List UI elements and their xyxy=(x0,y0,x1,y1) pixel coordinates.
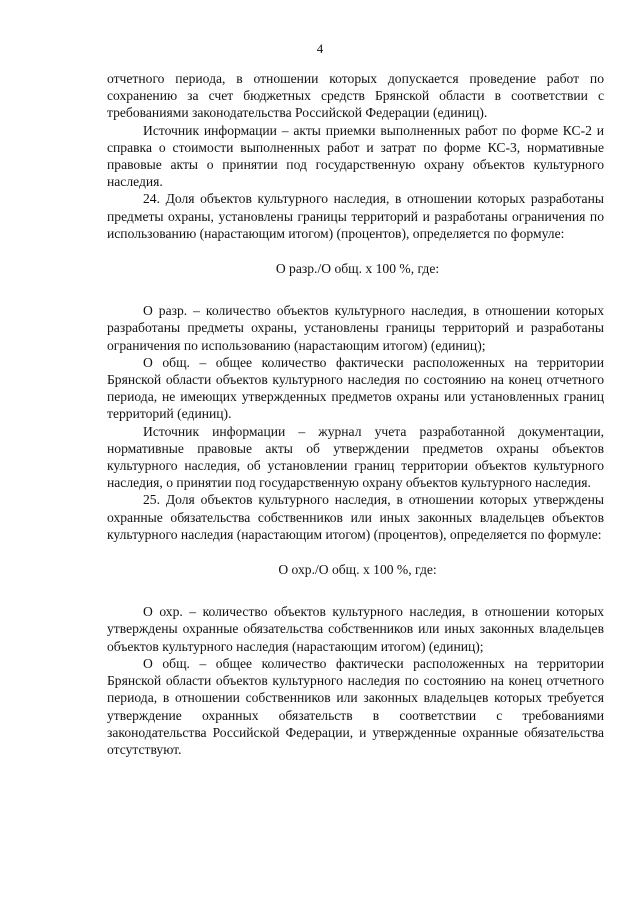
paragraph-item-24: 24. Доля объектов культурного наследия, в отношении которых разработаны предметы охраны, установлены границы территорий и разработаны ограничения по использованию (нарастающим итогом) (процентов), определяется по формуле: xyxy=(107,191,604,241)
paragraph-o-obshch-definition-24: О общ. – общее количество фактически расположенных на территории Брянской области объектов культурного наследия по состоянию на конец отчетного периода, не имеющих утвержденных предметов охраны или установленных границ территорий (единиц). xyxy=(107,354,604,422)
formula-item-24: О разр./О общ. x 100 %, где: xyxy=(275,261,440,277)
document-body xyxy=(107,70,604,758)
paragraph-item-25: 25. Доля объектов культурного наследия, в отношении которых утверждены охранные обязательства собственников или иных законных владельцев объектов культурного наследия (нарастающим итогом) (процентов), определяется по формуле: xyxy=(107,492,604,542)
formula-item-25: О охр./О общ. x 100 %, где: xyxy=(278,562,437,578)
paragraph-reporting-period: отчетного периода, в отношении которых допускается проведение работ по сохранению за счет бюджетных средств Брянской области в соответствии с требованиями законодательства Российской Федерации (единиц). xyxy=(107,71,604,121)
paragraph-source-info-ks: Источник информации – акты приемки выполненных работ по форме КС-2 и справка о стоимости выполненных работ и затрат по форме КС-3, нормативные правовые акты о принятии под государственную охрану объектов культурного наследия. xyxy=(107,122,604,190)
paragraph-o-obshch-definition-25: О общ. – общее количество фактически расположенных на территории Брянской области объектов культурного наследия по состоянию на конец отчетного периода, в отношении собственников или законных владельцев которых требуется утверждение охранных обязательств в соответствии с требованиями законодательства Российской Федерации, и утвержденные охранные обязательства отсутствуют. xyxy=(107,655,604,757)
paragraph-o-okhr-definition: О охр. – количество объектов культурного наследия, в отношении которых утверждены охранные обязательства собственников или иных законных владельцев объектов культурного наследия (нарастающим итогом) (единиц); xyxy=(107,604,604,654)
paragraph-source-info-journal: Источник информации – журнал учета разработанной документации, нормативные правовые акты об утверждении предметов охраны объектов культурного наследия, об установлении границ территории объектов культурного наследия, о принятии под государственную охрану объектов культурного наследия. xyxy=(107,423,604,491)
page-number: 4 xyxy=(316,41,324,56)
paragraph-o-razr-definition: О разр. – количество объектов культурного наследия, в отношении которых разработаны предметы охраны, установлены границы территорий и разработаны ограничения по использованию (нарастающим итогом) (единиц); xyxy=(107,303,604,353)
